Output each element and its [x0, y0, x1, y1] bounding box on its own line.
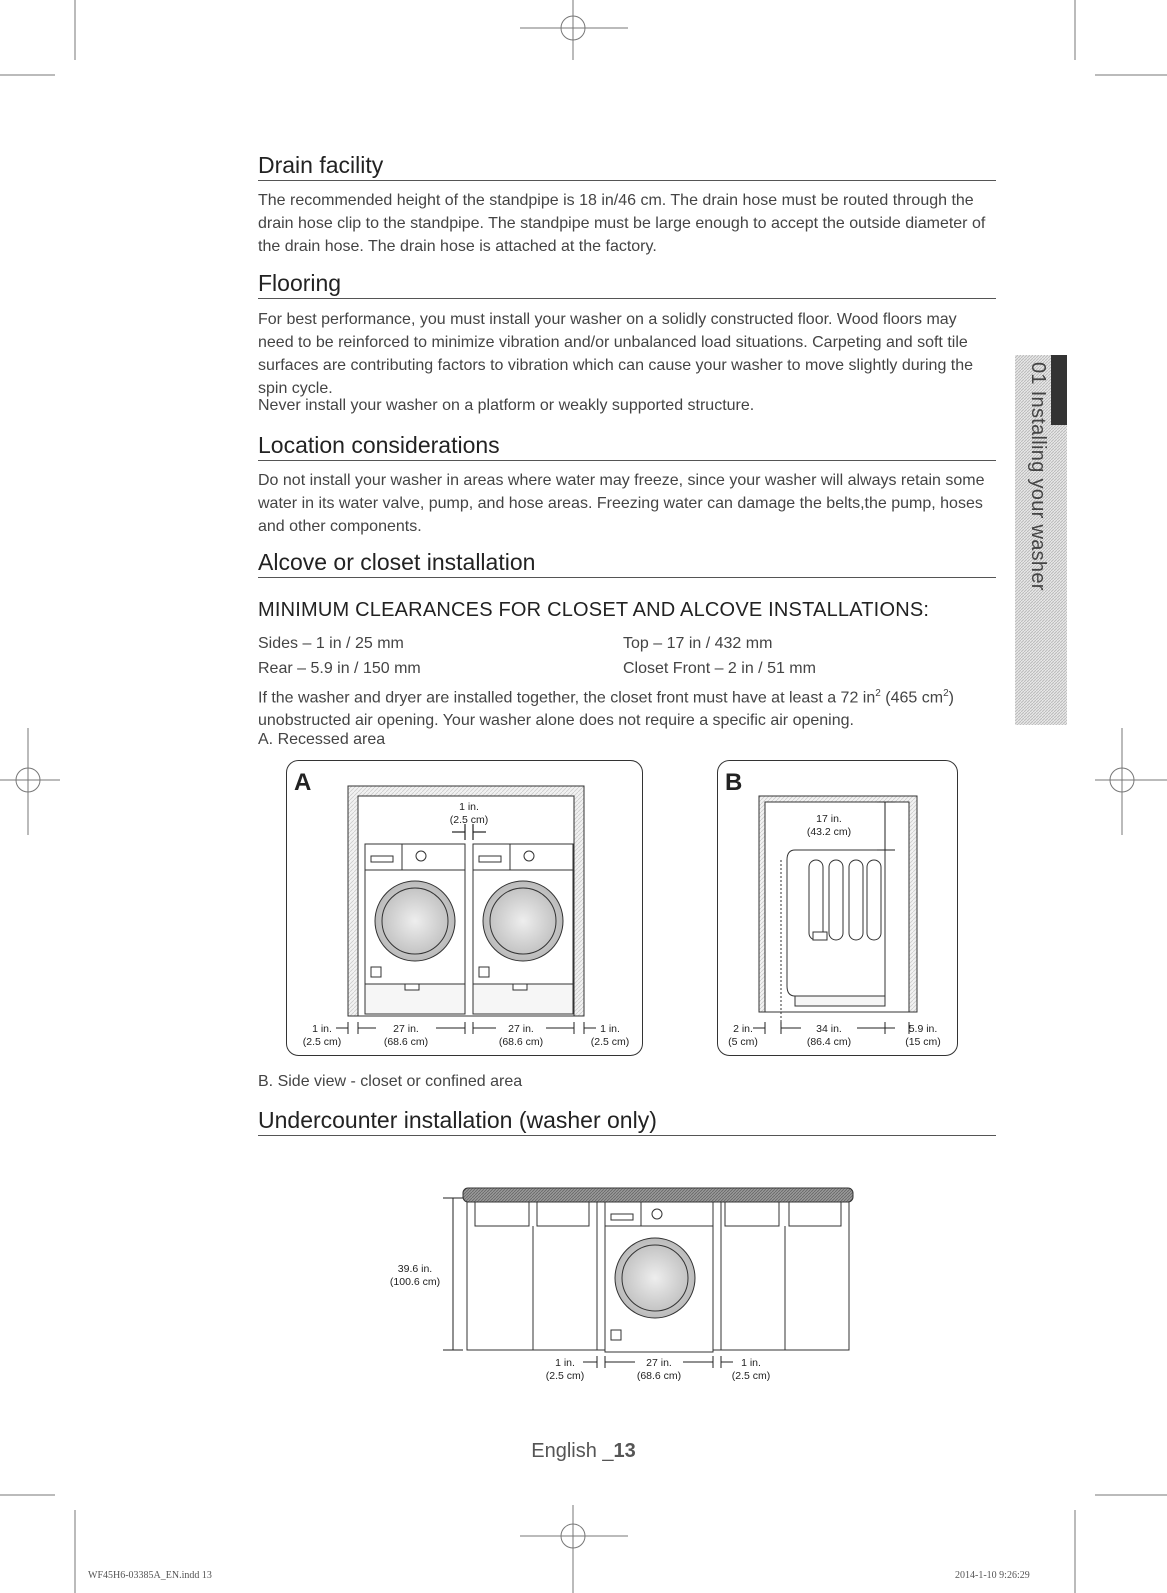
height-label-cm: (100.6 cm) — [389, 1276, 441, 1288]
top-clearance-cm: (43.2 cm) — [806, 826, 852, 838]
caption-recessed-area: A. Recessed area — [258, 731, 386, 748]
diagram-undercounter — [385, 1180, 865, 1390]
dim-a-2-in: 27 in. — [393, 1023, 419, 1035]
dim-c-2-in: 27 in. — [646, 1357, 672, 1369]
dim-a-2-cm: (68.6 cm) — [383, 1036, 429, 1048]
dim-c-3-in: 1 in. — [741, 1357, 761, 1369]
gap-label-in: 1 in. — [459, 801, 479, 813]
slug-file: WF45H6-03385A_EN.indd 13 — [88, 1570, 212, 1581]
dim-a-4-cm: (2.5 cm) — [590, 1036, 630, 1048]
clearance-sides: Sides – 1 in / 25 mm — [258, 635, 404, 652]
flooring-warning: Never install your washer on a platform or weakly supported structure. — [258, 397, 755, 414]
top-clearance-in: 17 in. — [816, 813, 842, 825]
diagram-recessed-area — [286, 760, 643, 1056]
dim-b-2-in: 34 in. — [816, 1023, 842, 1035]
chapter-tab-label: 01 Installing your washer — [1027, 362, 1049, 591]
dim-a-1-cm: (2.5 cm) — [302, 1036, 342, 1048]
dim-b-2-cm: (86.4 cm) — [806, 1036, 852, 1048]
dim-b-1-in: 2 in. — [733, 1023, 753, 1035]
caption-side-view: B. Side view - closet or confined area — [258, 1073, 523, 1090]
heading-flooring: Flooring — [258, 270, 996, 299]
dim-c-1-cm: (2.5 cm) — [545, 1370, 585, 1382]
height-label-in: 39.6 in. — [397, 1263, 433, 1275]
clearance-closet-front: Closet Front – 2 in / 51 mm — [623, 660, 816, 677]
air-opening-note: If the washer and dryer are installed together, the closet front must have at least a 72 $in^2$ (465 $cm^2$) unobstructed air opening. Your washer alone does not require a specific air opening. — [258, 688, 954, 730]
flooring-text: For best performance, you must install your washer on a solidly constructed floor. Wood floors may need to be reinforced to minimize vibration and/or unbalanced load situations. Carpeting and soft tile surfaces are contributing factors to vibration which can cause your washer to move slightly during the spin cycle. — [258, 311, 974, 397]
location-text: Do not install your washer in areas where water may freeze, since your washer will always retain some water in its water valve, pump, and hose areas. Freezing water can damage the belts,the pump, hoses and other components. — [258, 472, 985, 535]
dim-c-3-cm: (2.5 cm) — [731, 1370, 771, 1382]
dim-c-1-in: 1 in. — [555, 1357, 575, 1369]
footer-language: English _ — [531, 1440, 614, 1462]
dim-a-3-cm: (68.6 cm) — [498, 1036, 544, 1048]
heading-location-considerations: Location considerations — [258, 432, 996, 461]
diagram-b-label: B — [725, 769, 743, 796]
heading-alcove-installation: Alcove or closet installation — [258, 549, 996, 578]
dim-a-3-in: 27 in. — [508, 1023, 534, 1035]
gap-label-cm: (2.5 cm) — [449, 814, 489, 826]
dim-b-1-cm: (5 cm) — [728, 1036, 758, 1048]
dim-a-1-in: 1 in. — [312, 1023, 332, 1035]
diagram-a-label: A — [294, 769, 312, 796]
dim-c-2-cm: (68.6 cm) — [636, 1370, 682, 1382]
slug-date: 2014-1-10 9:26:29 — [955, 1570, 1030, 1581]
diagram-side-view — [717, 760, 958, 1056]
dim-a-4-in: 1 in. — [600, 1023, 620, 1035]
heading-drain-facility: Drain facility — [258, 152, 996, 181]
dim-b-3-cm: (15 cm) — [905, 1036, 941, 1048]
min-clearances-heading: MINIMUM CLEARANCES FOR CLOSET AND ALCOVE INSTALLATIONS: — [258, 599, 930, 621]
page-footer — [0, 1440, 1167, 1463]
clearance-rear: Rear – 5.9 in / 150 mm — [258, 660, 421, 677]
heading-undercounter-installation: Undercounter installation (washer only) — [258, 1107, 996, 1136]
clearance-top: Top – 17 in / 432 mm — [623, 635, 773, 652]
drain-facility-text: The recommended height of the standpipe is 18 in/46 cm. The drain hose must be routed through the drain hose clip to the standpipe. The standpipe must be large enough to accept the outside diameter of the drain hose. The drain hose is attached at the factory. — [258, 192, 986, 255]
dim-b-3-in: 5.9 in. — [908, 1023, 938, 1035]
page-number: 13 — [613, 1440, 636, 1462]
